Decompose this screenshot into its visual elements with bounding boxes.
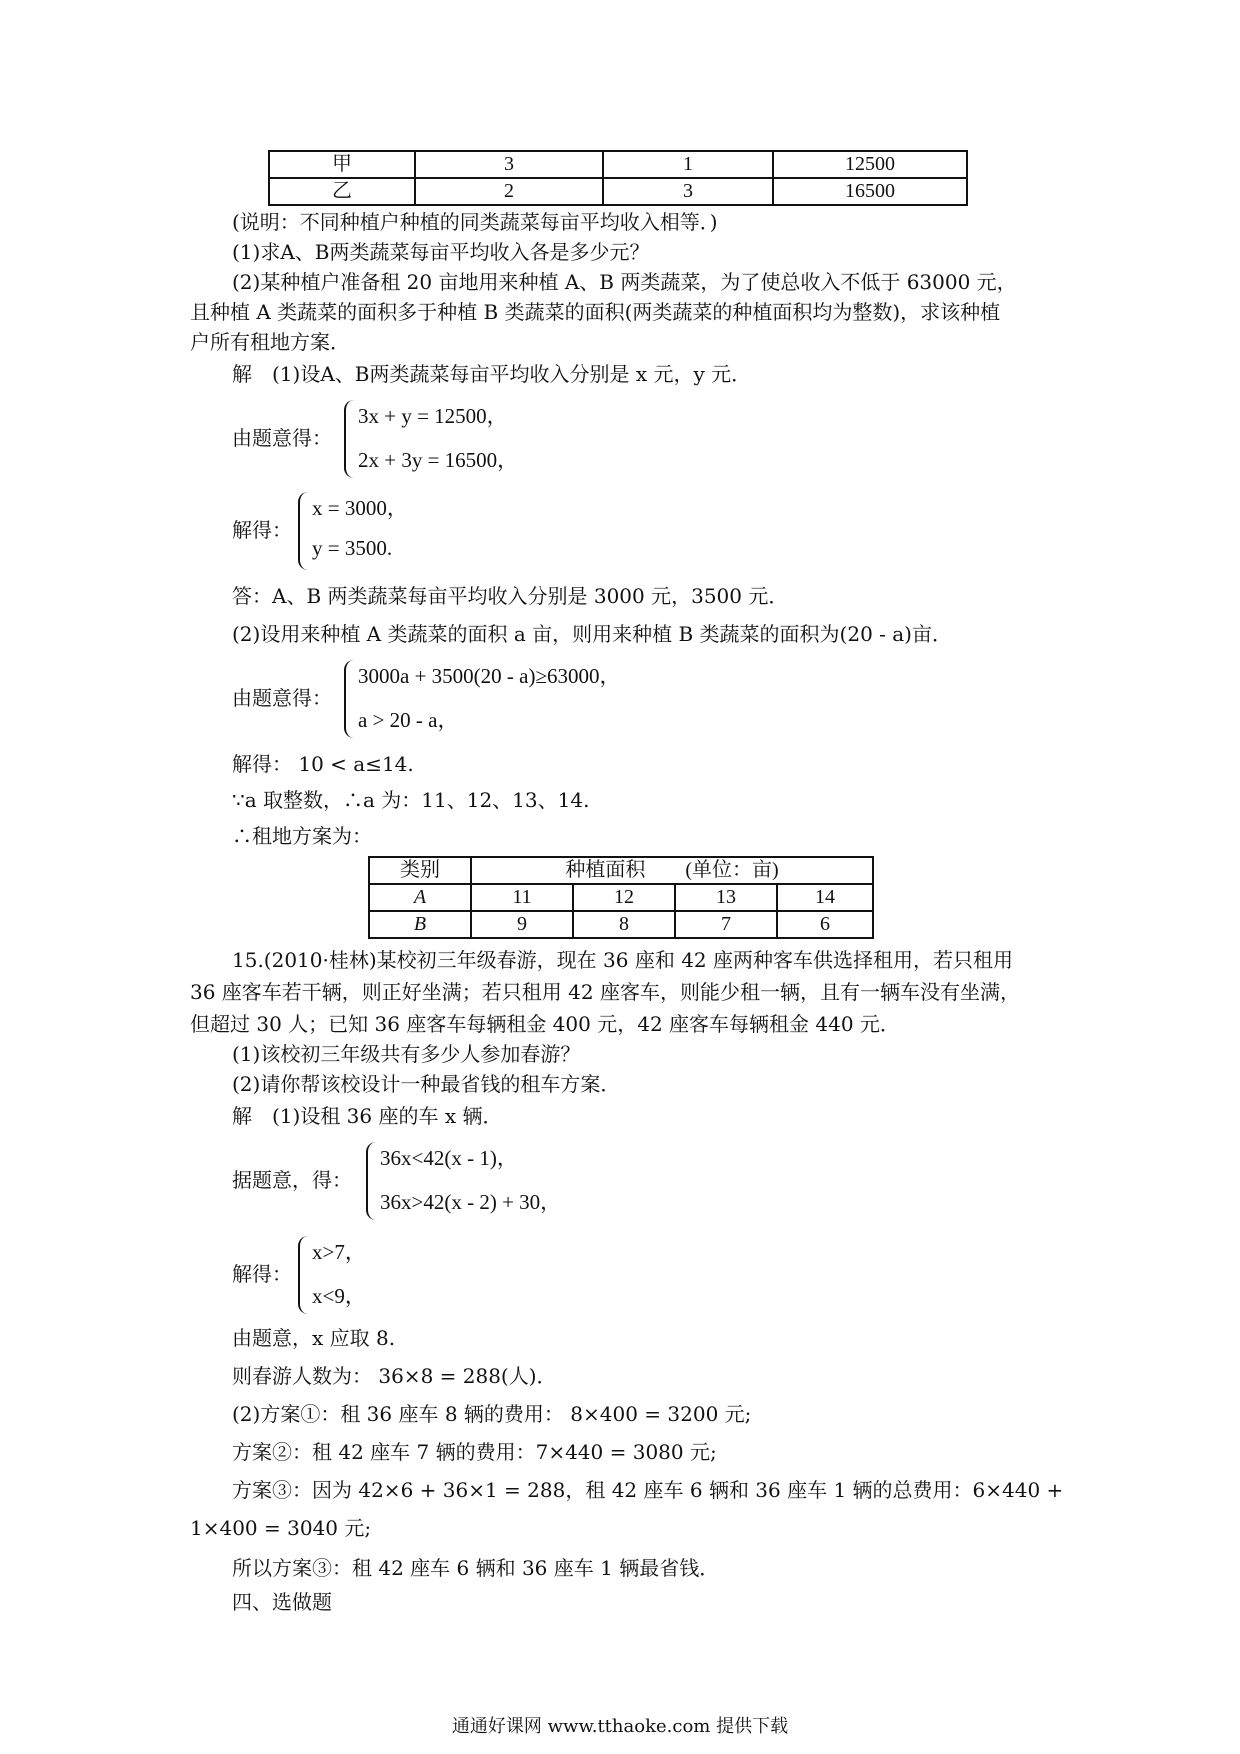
result: y = 3500. (312, 536, 393, 560)
take-value: 由题意，x 应取 8. (232, 1326, 396, 1350)
system-label: 由题意得： (232, 426, 332, 450)
table-cell: 3 (603, 178, 773, 205)
question-15-1: (1)该校初三年级共有多少人参加春游？ (232, 1042, 581, 1066)
table-cell: 8 (573, 911, 675, 938)
integer-note: ∵a 取整数，∴a 为：11、12、13、14. (232, 788, 590, 812)
table-cell: 7 (675, 911, 777, 938)
plan-1: (2)方案①：租 36 座车 8 辆的费用： 8×400 = 3200 元; (232, 1402, 752, 1426)
table-header: 类别 (369, 857, 471, 884)
table-cell: 12 (573, 884, 675, 911)
inequality-system (366, 1140, 686, 1222)
table-cell: 13 (675, 884, 777, 911)
plan-table (368, 856, 874, 939)
solution-2: (2)设用来种植 A 类蔬菜的面积 a 亩，则用来种植 B 类蔬菜的面积为(20 - a)亩． (232, 622, 952, 646)
table-cell: 1 (603, 151, 773, 178)
table-cell: 12500 (773, 151, 967, 178)
result: x<9， (312, 1284, 366, 1308)
table-row (369, 857, 873, 884)
result-system (298, 1234, 448, 1316)
brace (344, 400, 354, 478)
note: (说明：不同种植户种植的同类蔬菜每亩平均收入相等．) (232, 210, 718, 234)
footer: 通通好课网 www.tthaoke.com 提供下载 (451, 1716, 789, 1737)
question-15-line-2: 36 座客车若干辆，则正好坐满；若只租用 42 座客车，则能少租一辆，且有一辆车没有坐满， (190, 980, 1020, 1004)
brace (344, 660, 354, 738)
table-row (269, 178, 967, 205)
question-1: (1)求A、B两类蔬菜每亩平均收入各是多少元？ (232, 240, 650, 264)
question-2-line-1: (2)某种植户准备租 20 亩地用来种植 A、B 两类蔬菜，为了使总收入不低于 63000 元， (232, 270, 1017, 294)
table-cell: 乙 (269, 178, 415, 205)
solve-label: 解得： (232, 518, 292, 542)
table-row (269, 151, 967, 178)
plan-3-line-2: 1×400 = 3040 元; (190, 1516, 372, 1540)
solve-result: 解得： 10 < a≤14. (232, 752, 414, 776)
brace (298, 492, 308, 570)
table-cell: 6 (777, 911, 873, 938)
table-row (369, 884, 873, 911)
conclusion: 所以方案③：租 42 座车 6 辆和 36 座车 1 辆最省钱． (232, 1556, 720, 1580)
answer-1: 答：A、B 两类蔬菜每亩平均收入分别是 3000 元，3500 元． (232, 584, 789, 608)
income-table (268, 150, 968, 206)
solution-1: 解 (1)设A、B两类蔬菜每亩平均收入分别是 x 元，y 元． (232, 362, 752, 386)
equation-system (344, 398, 644, 480)
question-2-line-3: 户所有租地方案． (190, 330, 350, 354)
section-heading: 四、选做题 (232, 1590, 332, 1614)
inequality: a > 20 - a， (358, 708, 459, 732)
table-row (369, 911, 873, 938)
brace (366, 1142, 376, 1220)
equation: 2x + 3y = 16500， (358, 448, 519, 472)
plan-2: 方案②：租 42 座车 7 辆的费用：7×440 = 3080 元; (232, 1440, 717, 1464)
table-cell: B (369, 911, 471, 938)
table-cell: 甲 (269, 151, 415, 178)
brace (298, 1236, 308, 1314)
table-cell: 3 (415, 151, 603, 178)
table-cell: 14 (777, 884, 873, 911)
inequality-system (344, 658, 744, 740)
table-cell: 16500 (773, 178, 967, 205)
result-system (298, 490, 498, 572)
inequality: 3000a + 3500(20 - a)≥63000， (358, 664, 621, 688)
system-label: 由题意得： (232, 686, 332, 710)
table-cell: 9 (471, 911, 573, 938)
inequality: 36x>42(x - 2) + 30， (380, 1190, 562, 1214)
plan-title: ∴租地方案为： (232, 824, 372, 848)
solve-label: 解得： (232, 1262, 292, 1286)
table-cell: 2 (415, 178, 603, 205)
equation: 3x + y = 12500， (358, 404, 508, 428)
plan-3-line-1: 方案③：因为 42×6 + 36×1 = 288，租 42 座车 6 辆和 36 座车 1 辆的总费用：6×440 + (232, 1478, 1064, 1502)
system-label: 据题意，得： (232, 1168, 352, 1192)
question-2-line-2: 且种植 A 类蔬菜的面积多于种植 B 类蔬菜的面积(两类蔬菜的种植面积均为整数)，求该种植 (190, 300, 1001, 324)
table-header: 种植面积 (单位：亩) (471, 857, 873, 884)
question-15-2: (2)请你帮该校设计一种最省钱的租车方案． (232, 1072, 621, 1096)
question-15-line-1: 15.(2010·桂林)某校初三年级春游，现在 36 座和 42 座两种客车供选择租用，若只租用 (232, 948, 1013, 972)
people-count: 则春游人数为： 36×8 = 288(人)． (232, 1364, 557, 1388)
inequality: 36x<42(x - 1)， (380, 1146, 518, 1170)
result: x>7， (312, 1240, 366, 1264)
solution-15-1: 解 (1)设租 36 座的车 x 辆． (232, 1104, 503, 1128)
table-cell: 11 (471, 884, 573, 911)
result: x = 3000， (312, 496, 408, 520)
table-cell: A (369, 884, 471, 911)
question-15-line-3: 但超过 30 人；已知 36 座客车每辆租金 400 元，42 座客车每辆租金 440 元． (190, 1012, 900, 1036)
